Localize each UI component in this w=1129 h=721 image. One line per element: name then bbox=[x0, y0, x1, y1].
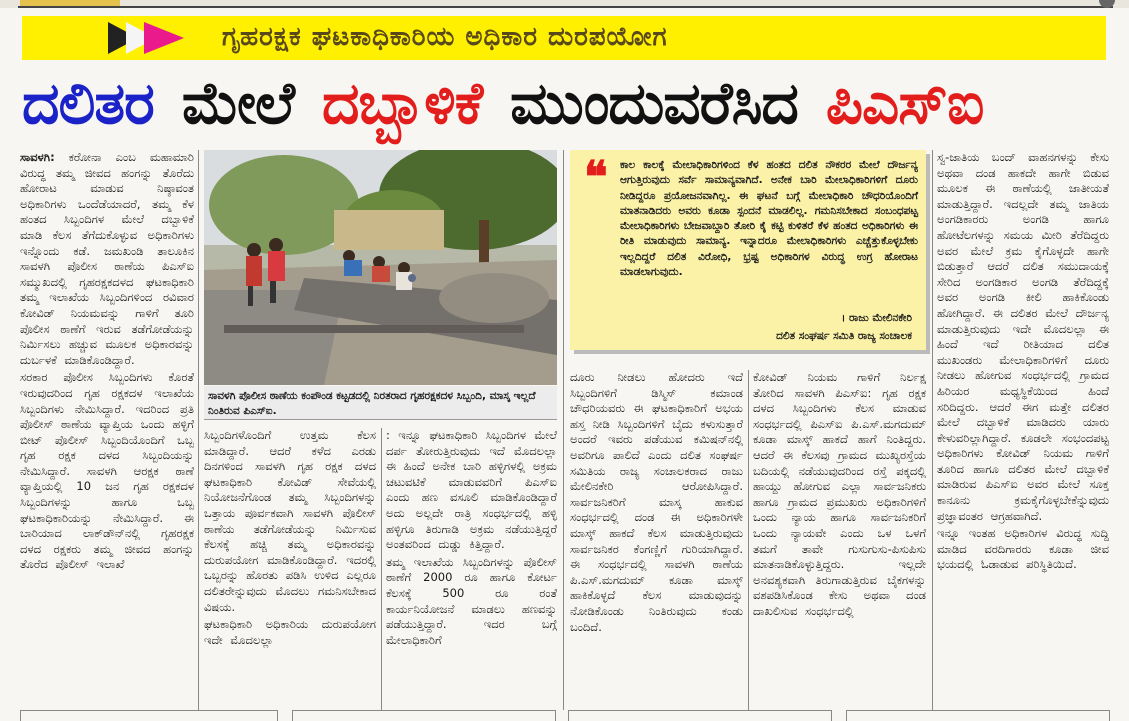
construction-scene-image bbox=[204, 150, 557, 385]
dateline: ಸಾವಳಗಿ: bbox=[20, 150, 55, 164]
column-divider bbox=[381, 428, 382, 710]
paragraph: ಕೋವಿಡ್ ನಿಯಮ ಗಾಳಿಗೆ ನಿರ್ಲಕ್ಷ ತೋರಿದ ಸಾವಳಗಿ ಪಿಎಸ್ಐ: ಗೃಹ ರಕ್ಷಕ ದಳದ ಸಿಬ್ಬಂದಿಗಳು ಕೆಲಸ ಮಾಡುವ ಸಂಧರ್ಭದಲ್ಲಿ ಪಿಎಸ್ಐ ಪಿ.ಎಸ್.ಮಗದುಮ್ ಕೂಡಾ ಮಾಸ್ಕ್ ಹಾಕದೆ ಹಾಗೆ ನಿಂತಿದ್ದರು. ಆದರೆ ಈ ಕೆಲಸವು ಗ್ರಾಮದ ಮುಖ್ಯರಸ್ತೆಯ ಬದಿಯಲ್ಲಿ ನಡೆಯುವುದರಿಂದ ರಸ್ತೆ ಪಕ್ಕದಲ್ಲಿ ಹಾಯ್ದು ಹೋಗುವ ಎಲ್ಲಾ ಸಾರ್ವಜನಿಕರು ಹಾಗೂ ಗ್ರಾಮದ ಪ್ರಮುಖರು ಅಧಿಕಾರಿಗಳಿಗೆ ಒಂದು ನ್ಯಾಯ ಹಾಗೂ ಸಾರ್ವಜನಿಕರಿಗೆ ಒಂದು ನ್ಯಾಯವೇ ಎಂದು ಒಳ ಒಳಗೆ ತಮಗೆ ತಾವೇ ಗುಸುಗುಸು-ಪಿಸುಪಿಸು ಮಾತನಾಡಿಕೊಳ್ಳುತ್ತಿದ್ದರು. ಇಲ್ಲದೇ ಅನವಶ್ಯಕವಾಗಿ ತಿರುಗಾಡುತ್ತಿರುವ ಬೈಕಗಳನ್ನು ವಶಪಡಿಸಿಕೊಂಡ ಕೇಸು ಅಥವಾ ದಂಡ ದಾಖಲಿಸುವ ಸಂಧರ್ಭದಲ್ಲಿ bbox=[753, 370, 926, 618]
article-column-4 bbox=[570, 370, 743, 637]
main-headline bbox=[22, 62, 1112, 144]
page-top-strip bbox=[0, 0, 1129, 8]
headline-word: ದಲಿತರ bbox=[22, 69, 154, 137]
paragraph: ಇನ್ನೂ ಇಂತಹ ಅಧಿಕಾರಿಗಳ ವಿರುದ್ಧ ಸುದ್ದಿ ಮಾಡಿದ ವರದಿಗಾರರು ಕೂಡಾ ಜೀವ ಭಯದಲ್ಲಿ ಓಡಾಡುವ ಪರಿಸ್ಥಿತಿಯಿದೆ. bbox=[937, 526, 1109, 572]
paragraph: ತಮ್ಮ ಇಲಾಖೆಯ ಸಿಬ್ಬಂದಿಗಳನ್ನು ಪೊಲೀಸ್ ಠಾಣೆಗೆ 2000 ರೂ ಹಾಗೂ ಕೋರ್ಟ ಕೆಲಸಕ್ಕೆ 500 ರೂ ರಂತೆ ಕಾರ್ಯನಿಯೋಜನೆ ಮಾಡಲು ಹಣವನ್ನು ಪಡೆಯುತ್ತಿದ್ದಾರೆ. ಇದರ ಬಗ್ಗೆ ಮೇಲಾಧಿಕಾರಿಗೆ bbox=[386, 554, 557, 647]
column-divider bbox=[563, 150, 564, 710]
article-column-5 bbox=[753, 370, 926, 622]
quote-author-role: ದಲಿತ ಸಂಘರ್ಷ ಸಮಿತಿ ರಾಜ್ಯ ಸಂಚಾಲಕ bbox=[776, 330, 912, 342]
play-arrow-icon bbox=[144, 22, 184, 54]
quote-author: । ರಾಜು ಮೇಲಿನಕೇರಿ bbox=[841, 312, 912, 324]
column-divider bbox=[748, 370, 749, 710]
headline-word: ಮುಂದುವರೆಸಿದ bbox=[510, 69, 798, 137]
quote-text: ಕಾಲ ಕಾಲಕ್ಕೆ ಮೇಲಾಧಿಕಾರಿಗಳಿಂದ ಕೆಳ ಹಂತದ ದಲಿತ ನೌಕರರ ಮೇಲೆ ದೌರ್ಜನ್ಯ ಆಗುತ್ತಿರುವುದು ಸರ್ವೆ ಸಾಮಾನ್ಯವಾಗಿದೆ. ಅನೇಕ ಬಾರಿ ಮೇಲಾಧಿಕಾರಿಗಳಿಗೆ ದೂರು ನೀಡಿದ್ದರೂ ಪ್ರಯೋಜನವಾಗಿಲ್ಲ. ಈ ಘಟನೆ ಬಗ್ಗೆ ಮೇಲಾಧಿಕಾರಿ ಚೌಧರಿಯೊಂದಿಗೆ ಮಾತನಾಡಿದರು ಅವರು ಕೂಡಾ ಸ್ಪಂದನೆ ಮಾಡಲಿಲ್ಲ. ಗಮನಿಸಬೇಕಾದ ಸಂಬಂಧಪಟ್ಟ ಮೇಲಾಧಿಕಾರಿಗಳು ಬೇಜವಾಬ್ದಾರಿ ತೋರಿ ಕೈ ಕಟ್ಟಿ ಕುಳಿತರೆ ಕೆಳ ಹಂತದ ಅಧಿಕಾರಿಗಳು ಈ ರೀತಿ ಮಾಡುವುದು ಸಾಮಾನ್ಯ. ಇನ್ನಾದರೂ ಮೇಲಾಧಿಕಾರಿಗಳು ಎಚ್ಚೆತ್ತುಕೊಳ್ಳಬೇಕು ಇಲ್ಲದಿದ್ದರೆ ದಲಿತ ವಿರೋಧಿ, ಭ್ರಷ್ಟ ಅಧಿಕಾರಿಗಳ ವಿರುದ್ಧ ಉಗ್ರ ಹೋರಾಟ ಮಾಡಲಾಗುವುದು. bbox=[620, 159, 918, 279]
headline-word: ದಬ್ಬಾಳಿಕೆ bbox=[321, 69, 483, 137]
photo-caption: ಸಾವಳಗಿ ಪೊಲೀಸ ಠಾಣೆಯ ಕಂಪೌಂಡ ಕಟ್ಟಡದಲ್ಲಿ ನಿರತರಾದ ಗೃಹರಕ್ಷಕದಳ ಸಿಬ್ಬಂದಿ, ಮಾಸ್ಕ ಇಲ್ಲದೆ ನಿಂತಿರುವ ಪಿಎಸ್ಐ. bbox=[204, 386, 557, 420]
article-column-3 bbox=[386, 428, 557, 650]
news-photo bbox=[204, 150, 557, 385]
article-column-6 bbox=[937, 150, 1109, 575]
paragraph: ಸ್ವ-ಜಾತಿಯ ಬಂದ್ ವಾಹನಗಳನ್ನು ಕೇಸು ಅಥವಾ ದಂಡ ಹಾಕದೇ ಹಾಗೇ ಬಿಡುವ ಮೂಲಕ ಈ ಠಾಣೆಯಲ್ಲಿ ಜಾತೀಯತೆ ಮಾಡುತ್ತಿದ್ದಾರೆ. ಇದಲ್ಲದೇ ತಮ್ಮ ಜಾತಿಯ ಅಂಗಡಿಕಾರರು ಅಂಗಡಿ ಹಾಗೂ ಹೋಟೆಲಗಳನ್ನು ಸಮಯ ಮೀರಿ ತೆರೆದಿದ್ದರು ಅವರ ಮೇಲೆ ಕ್ರಮ ಕೈಗೊಳ್ಳದೇ ಹಾಗೇ ಬಿಡುತ್ತಾರೆ ಆದರೆ ದಲಿತ ಸಮುದಾಯಕ್ಕೆ ಸೇರಿದ ಅಂಗಡಿಕಾರ ಅಂಗಡಿ ತೆರೆದಿದ್ದಕ್ಕೆ ಅವರ ಅಂಗಡಿ ಕೀಲಿ ಹಾಕಿಕೊಂಡು ಹೋಗಿದ್ದಾರೆ. ಈ ದಲಿತರ ಮೇಲೆ ದೌರ್ಜನ್ಯ ಮಾಡುತ್ತಿರುವುದು ಇದೇ ಮೊದಲಲ್ಲಾ ಈ ಹಿಂದೆ ಇದೆ ರೀತಿಯಾದ ದಲಿತ ಮುಖಂಡರು ಮೇಲಾಧಿಕಾರಿಗಳಿಗೆ ದೂರು ನೀಡಲು ಹೋಗುವ ಸಂಧರ್ಭದಲ್ಲಿ ಗ್ರಾಮದ ಹಿರಿಯರ ಮಧ್ಯಸ್ಥಿಕೆಯಿಂದ ಹಿಂದೆ ಸರಿದಿದ್ದರು. ಆದರೆ ಈಗ ಮತ್ತೇ ದಲಿತರ ಮೇಲೆ ದಬ್ಬಾಳಿಕೆ ಮಾಡಿದರು ಯಾರು ಕೇಳುವರಿಲ್ಲಾಗಿದ್ದಾರೆ. ಕೂಡಲೇ ಸಂಭಂದಪಟ್ಟ ಅಧಿಕಾರಿಗಳು ಕೋವಿಡ್ ನಿಯಮ ಗಾಳಿಗೆ ತೂರಿದ ಹಾಗೂ ದಲಿತರ ಮೇಲೆ ದಬ್ಬಾಳಿಕೆ ಮಾಡಿರುವ ಪಿಎಸ್ಐ ಅವರ ಮೇಲೆ ಸೂಕ್ತ ಕಾನೂನು ಕ್ರಮಕೈಗೊಳ್ಳಬೇಕೆನ್ನುವುದು ಪ್ರಜ್ಞಾವಂತರ ಆಗ್ರಹವಾಗಿದೆ. bbox=[937, 150, 1109, 523]
paragraph: ಸಿಬ್ಬಂದಿಗಳೊಂದಿಗೆ ಉತ್ತಮ ಕೆಲಸ ಮಾಡಿದ್ದಾರೆ. ಆದರೆ ಕಳೆದ ಎರಡು ದಿನಗಳಿಂದ ಸಾವಳಗಿ ಗೃಹ ರಕ್ಷಕ ದಳದ ಘಟಕಾಧಿಕಾರಿ ಕೋವಿಡ್ ಸೇವೆಯಲ್ಲಿ ನಿಯೋಜನೆಗೊಂಡ ತಮ್ಮ ಸಿಬ್ಬಂದಿಗಳನ್ನು ಒತ್ತಾಯ ಪೂರ್ವಕವಾಗಿ ಸಾವಳಗಿ ಪೊಲೀಸ್ ಠಾಣೆಯ ತಡೆಗೋಡೆಯನ್ನು ನಿರ್ಮಿಸುವ ಕೆಲಸಕ್ಕೆ ಹಚ್ಚಿ ತಮ್ಮ ಅಧಿಕಾರವನ್ನು ದುರುಪಯೋಗ ಮಾಡಿಕೊಂಡಿದ್ದಾರೆ. ಇದರಲ್ಲಿ ಒಬ್ಬರನ್ನು ಹೊರತು ಪಡಿಸಿ ಉಳಿದ ಎಲ್ಲರೂ ದಲಿತರೇನ್ನುವುದು ಮೊದಲು ಗಮನಿಸಬೇಕಾದ ವಿಷಯ. bbox=[204, 428, 376, 614]
headline-word: ಮೇಲೆ bbox=[181, 69, 294, 137]
article-column-2 bbox=[204, 428, 376, 650]
paragraph: ಸರಕಾರ ಪೊಲೀಸ ಸಿಬ್ಬಂದಿಗಳು ಕೊರತೆ ಇರುವುದರಿಂದ ಗೃಹ ರಕ್ಷಕದಳ ಇಲಾಖೆಯ ಸಿಬ್ಬಂದಿಗಳು ನೇಮಿಸಿದ್ದಾರೆ. ಇದರಿಂದ ಪ್ರತಿ ಪೊಲೀಸ್ ಠಾಣೆಯ ವ್ಯಾಪ್ತಿಯ ಒಂದು ಹಳ್ಳಿಗೆ ಬೀಟ್ ಪೊಲೀಸ್ ಸಿಬ್ಬಂದಿಯೊಂದಿಗೆ ಒಬ್ಬ ಗೃಹ ರಕ್ಷಕ ದಳದ ಸಿಬ್ಬಂದಿಯನ್ನು ನೇಮಿಸಿದ್ದಾರೆ. ಸಾವಳಗಿ ಆರಕ್ಷಕ ಠಾಣೆ ವ್ಯಾಪ್ತಿಯಲ್ಲಿ 10 ಜನ ಗೃಹ ರಕ್ಷಕದಳ ಸಿಬ್ಬಂದಿಗಳನ್ನು ಹಾಗೂ ಒಬ್ಬ ಘಟಕಾಧಿಕಾರಿಯನ್ನು ನೇಮಿಸಿದ್ದಾರೆ. ಈ ಬಾರಿಯಾದ ಲಾಕ್‌ಡೌನ್‌ನಲ್ಲಿ ಗೃಹರಕ್ಷಕ ದಳದ ರಕ್ಷಕರು ತಮ್ಮ ಜೀವದ ಹಂಗನ್ನು ತೊರೆದ ಪೊಲೀಸ್ ಇಲಾಖೆ bbox=[20, 370, 194, 572]
kicker-banner bbox=[22, 16, 1106, 60]
quote-mark-icon: ❝ bbox=[584, 152, 608, 203]
column-divider bbox=[198, 150, 199, 710]
quote-box bbox=[570, 150, 926, 350]
headline-word: ಪಿಎಸ್‌ಐ bbox=[825, 69, 984, 137]
top-rule bbox=[18, 6, 1113, 8]
article-column-1 bbox=[20, 150, 194, 575]
paragraph: ಕರೋನಾ ಎಂಬ ಮಹಾಮಾರಿ ವಿರುದ್ಧ ತಮ್ಮ ಜೀವದ ಹಂಗನ್ನು ತೊರೆದು ಹೋರಾಟ ಮಾಡುವ ನಿಷ್ಠಾವಂತ ಅಧಿಕಾರಿಗಳು ಒಂದೆಡೆಯಾದರೆ, ತಮ್ಮ ಕೆಳ ಹಂತದ ಸಿಬ್ಬಂದಿಗಳ ಮೇಲೆ ದಬ್ಬಾಳಿಕೆ ಮಾಡಿ ಕೆಲಸ ತೆಗೆದುಕೊಳ್ಳುವ ಅಧಿಕಾರಿಗಳು ಇನ್ನೊಂದು ಕಡೆ. ಜಮಖಂಡಿ ತಾಲೂಕಿನ ಸಾವಳಗಿ ಪೊಲೀಸ ಠಾಣೆಯ ಪಿಎಸ್ಐ ಸಮ್ಮುಖದಲ್ಲಿ ಗೃಹರಕ್ಷಕದಳದ ಘಟಕಾಧಿಕಾರಿ ತಮ್ಮ ಇಲಾಖೆಯ ಸಿಬ್ಬಂದಿಗಳಿಂದ ರವಿವಾರ ಕೋವಿಡ್ ನಿಯಮವನ್ನು ಗಾಳಿಗೆ ತೂರಿ ಪೊಲೀಸ ಠಾಣೆಗೆ ಇರುವ ತಡೆಗೋಡೆಯನ್ನು ನಿರ್ಮಿಸಲು ಹಚ್ಚುವ ಮೂಲಕ ಅಧಿಕಾರವನ್ನು ದುರ್ಬಳಕೆ ಮಾಡಿಕೊಂಡಿದ್ದಾರೆ. bbox=[20, 150, 194, 367]
paragraph: ಘಟಕಾಧಿಕಾರಿ ಅಧಿಕಾರಿಯ ದುರುಪಯೋಗ ಇದೇ ಮೊದಲಲ್ಲಾ bbox=[204, 617, 376, 647]
column-divider bbox=[932, 150, 933, 710]
paragraph: : ಇನ್ನೂ ಘಟಕಾಧಿಕಾರಿ ಸಿಬ್ಬಂದಿಗಳ ಮೇಲೆ ದರ್ಪ ತೋರುತ್ತಿರುವುದು ಇದೆ ಮೊದಲಲ್ಲಾ ಈ ಹಿಂದೆ ಅನೇಕ ಬಾರಿ ಹಳ್ಳಿಗಳಲ್ಲಿ ಅಕ್ರಮ ಚಟುವಟಿಕೆ ಮಾಡುವವರಿಗೆ ಪಿಎಸ್ಐ ಎಂದು ಹಣ ವಸೂಲಿ ಮಾಡಿಕೊಂಡಿದ್ದಾರೆ ಅದು ಅಲ್ಲದೇ ರಾತ್ರಿ ಸಂಧರ್ಭದಲ್ಲಿ ಹಳ್ಳಿ ಹಳ್ಳಿಗೂ ತಿರುಗಾಡಿ ಅಕ್ರಮ ನಡೆಯುತ್ತಿದ್ದರೆ ಅಂತವರಿಂದ ದುಡ್ಡು ಕಿತ್ತಿದ್ದಾರೆ. bbox=[386, 428, 557, 552]
kicker-text: ಗೃಹರಕ್ಷಕ ಘಟಕಾಧಿಕಾರಿಯ ಅಧಿಕಾರ ದುರಪಯೋಗ bbox=[222, 22, 668, 52]
paragraph: ದೂರು ನೀಡಲು ಹೋದರು ಇದೆ ಸಿಬ್ಬಂದಿಗಳಿಗೆ ಡಿಸ್ಮಿಸ್ ಕಮಾಂಡ ಚೌಧರಿಯವರು ಈ ಘಟಕಾಧಿಕಾರಿಗೆ ಅಭಯ ಹಸ್ತ ನೀಡಿ ಸಿಬ್ಬಂದಿಗಳಿಗೆ ಬೈದು ಕಳುಸುತ್ತಾರೆ ಅಂದರೆ ಇವರು ಪಡೆಯುವ ಕಮಿಷನ್‌ನಲ್ಲಿ ಅವರಿಗೂ ಪಾಲಿದೆ ಎಂದು ದಲಿತ ಸಂಘರ್ಷ ಸಮಿತಿಯ ರಾಜ್ಯ ಸಂಚಾಲಕರಾದ ರಾಜು ಮೇಲಿನಕೇರಿ ಆರೋಪಿಸಿದ್ದಾರೆ. ಸಾರ್ವಜನಿಕರಿಗೆ ಮಾಸ್ಕ ಹಾಕುವ ಸಂಧರ್ಭದಲ್ಲಿ ದಂಡ ಈ ಅಧಿಕಾರಿಗಳೇ ಮಾಸ್ಕ್ ಹಾಕದೆ ಕೆಲಸ ಮಾಡುತ್ತಿರುವುದು ಸಾರ್ವಜನಿಕರ ಕೆಂಗಣ್ಣಿಗೆ ಗುರಿಯಾಗಿದ್ದಾರೆ. ಈ ಸಂಧರ್ಭದಲ್ಲಿ ಸಾವಳಗಿ ಠಾಣೆಯ ಪಿ.ಎಸ್.ಮಗದುಮ್ ಕೂಡಾ ಮಾಸ್ಕ್ ಹಾಕಿಕೊಳ್ಳದೆ ಕೆಲಸ ಮಾಡುವುದನ್ನು ನೋಡಿಕೊಂಡು ನಿಂತಿರುವುದು ಕಂಡು ಬಂದಿದೆ. bbox=[570, 370, 743, 634]
